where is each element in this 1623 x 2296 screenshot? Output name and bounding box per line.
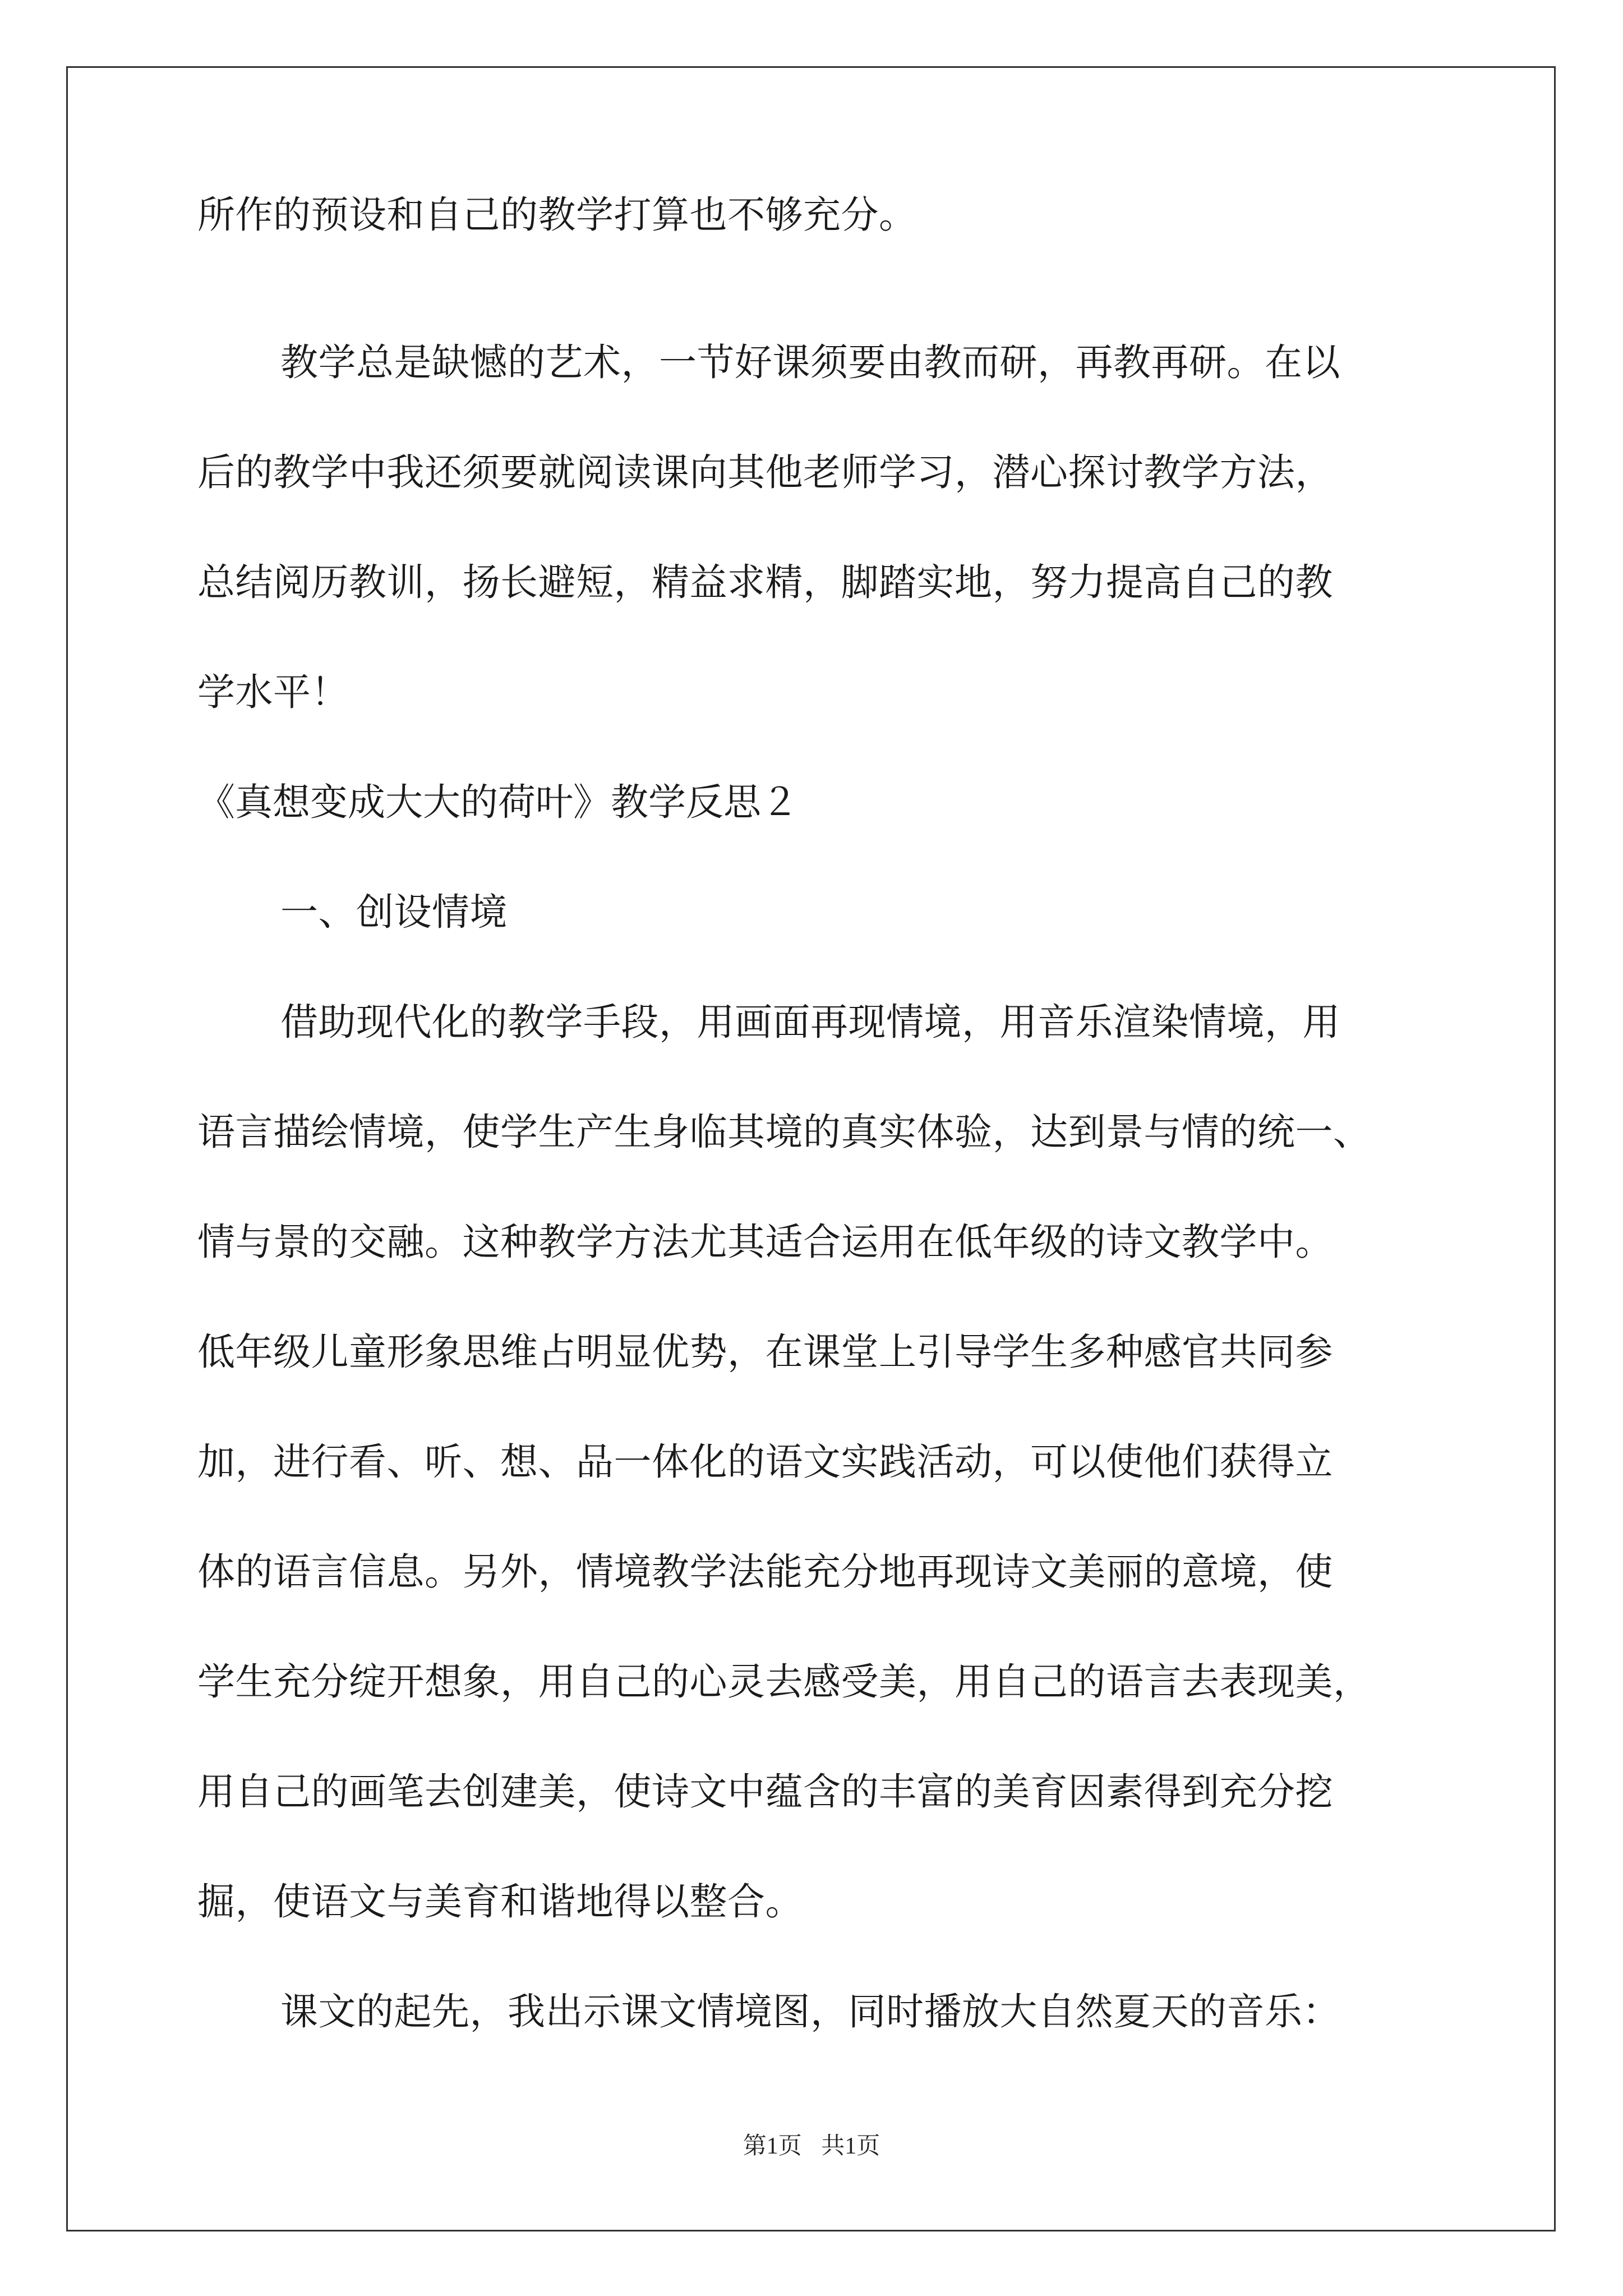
paragraph-line: 学生充分绽开想象，用自己的心灵去感受美，用自己的语言去表现美， bbox=[197, 1660, 1371, 1704]
subsection-heading: 一、创设情境 bbox=[280, 890, 508, 934]
page-total: 共1页 bbox=[821, 2133, 880, 2159]
paragraph-line: 所作的预设和自己的教学打算也不够充分。 bbox=[197, 193, 917, 237]
page-number: 第1页 bbox=[743, 2133, 802, 2159]
paragraph-line: 学水平！ bbox=[197, 670, 349, 714]
paragraph-line: 借助现代化的教学手段，用画面再现情境，用音乐渲染情境，用 bbox=[280, 1000, 1340, 1044]
paragraph-line: 掘，使语文与美育和谐地得以整合。 bbox=[197, 1880, 803, 1924]
paragraph-line: 总结阅历教训，扬长避短，精益求精，脚踏实地，努力提高自己的教 bbox=[197, 560, 1333, 604]
paragraph-line: 语言描绘情境，使学生产生身临其境的真实体验，达到景与情的统一、 bbox=[197, 1110, 1371, 1154]
paragraph-line: 教学总是缺憾的艺术，一节好课须要由教而研，再教再研。在以 bbox=[280, 341, 1340, 384]
paragraph-line: 体的语言信息。另外，情境教学法能充分地再现诗文美丽的意境，使 bbox=[197, 1550, 1333, 1594]
paragraph-line: 课文的起先，我出示课文情境图，同时播放大自然夏天的音乐： bbox=[280, 1990, 1340, 2033]
paragraph-line: 加，进行看、听、想、品一体化的语文实践活动，可以使他们获得立 bbox=[197, 1440, 1333, 1484]
paragraph-line: 情与景的交融。这种教学方法尤其适合运用在低年级的诗文教学中。 bbox=[197, 1220, 1333, 1264]
paragraph-line: 后的教学中我还须要就阅读课向其他老师学习，潜心探讨教学方法， bbox=[197, 450, 1333, 494]
paragraph-line: 低年级儿童形象思维占明显优势，在课堂上引导学生多种感官共同参 bbox=[197, 1330, 1333, 1374]
section-heading: 《真想变成大大的荷叶》教学反思２ bbox=[197, 780, 799, 824]
page-footer bbox=[0, 2127, 1623, 2161]
paragraph-line: 用自己的画笔去创建美，使诗文中蕴含的丰富的美育因素得到充分挖 bbox=[197, 1770, 1333, 1814]
